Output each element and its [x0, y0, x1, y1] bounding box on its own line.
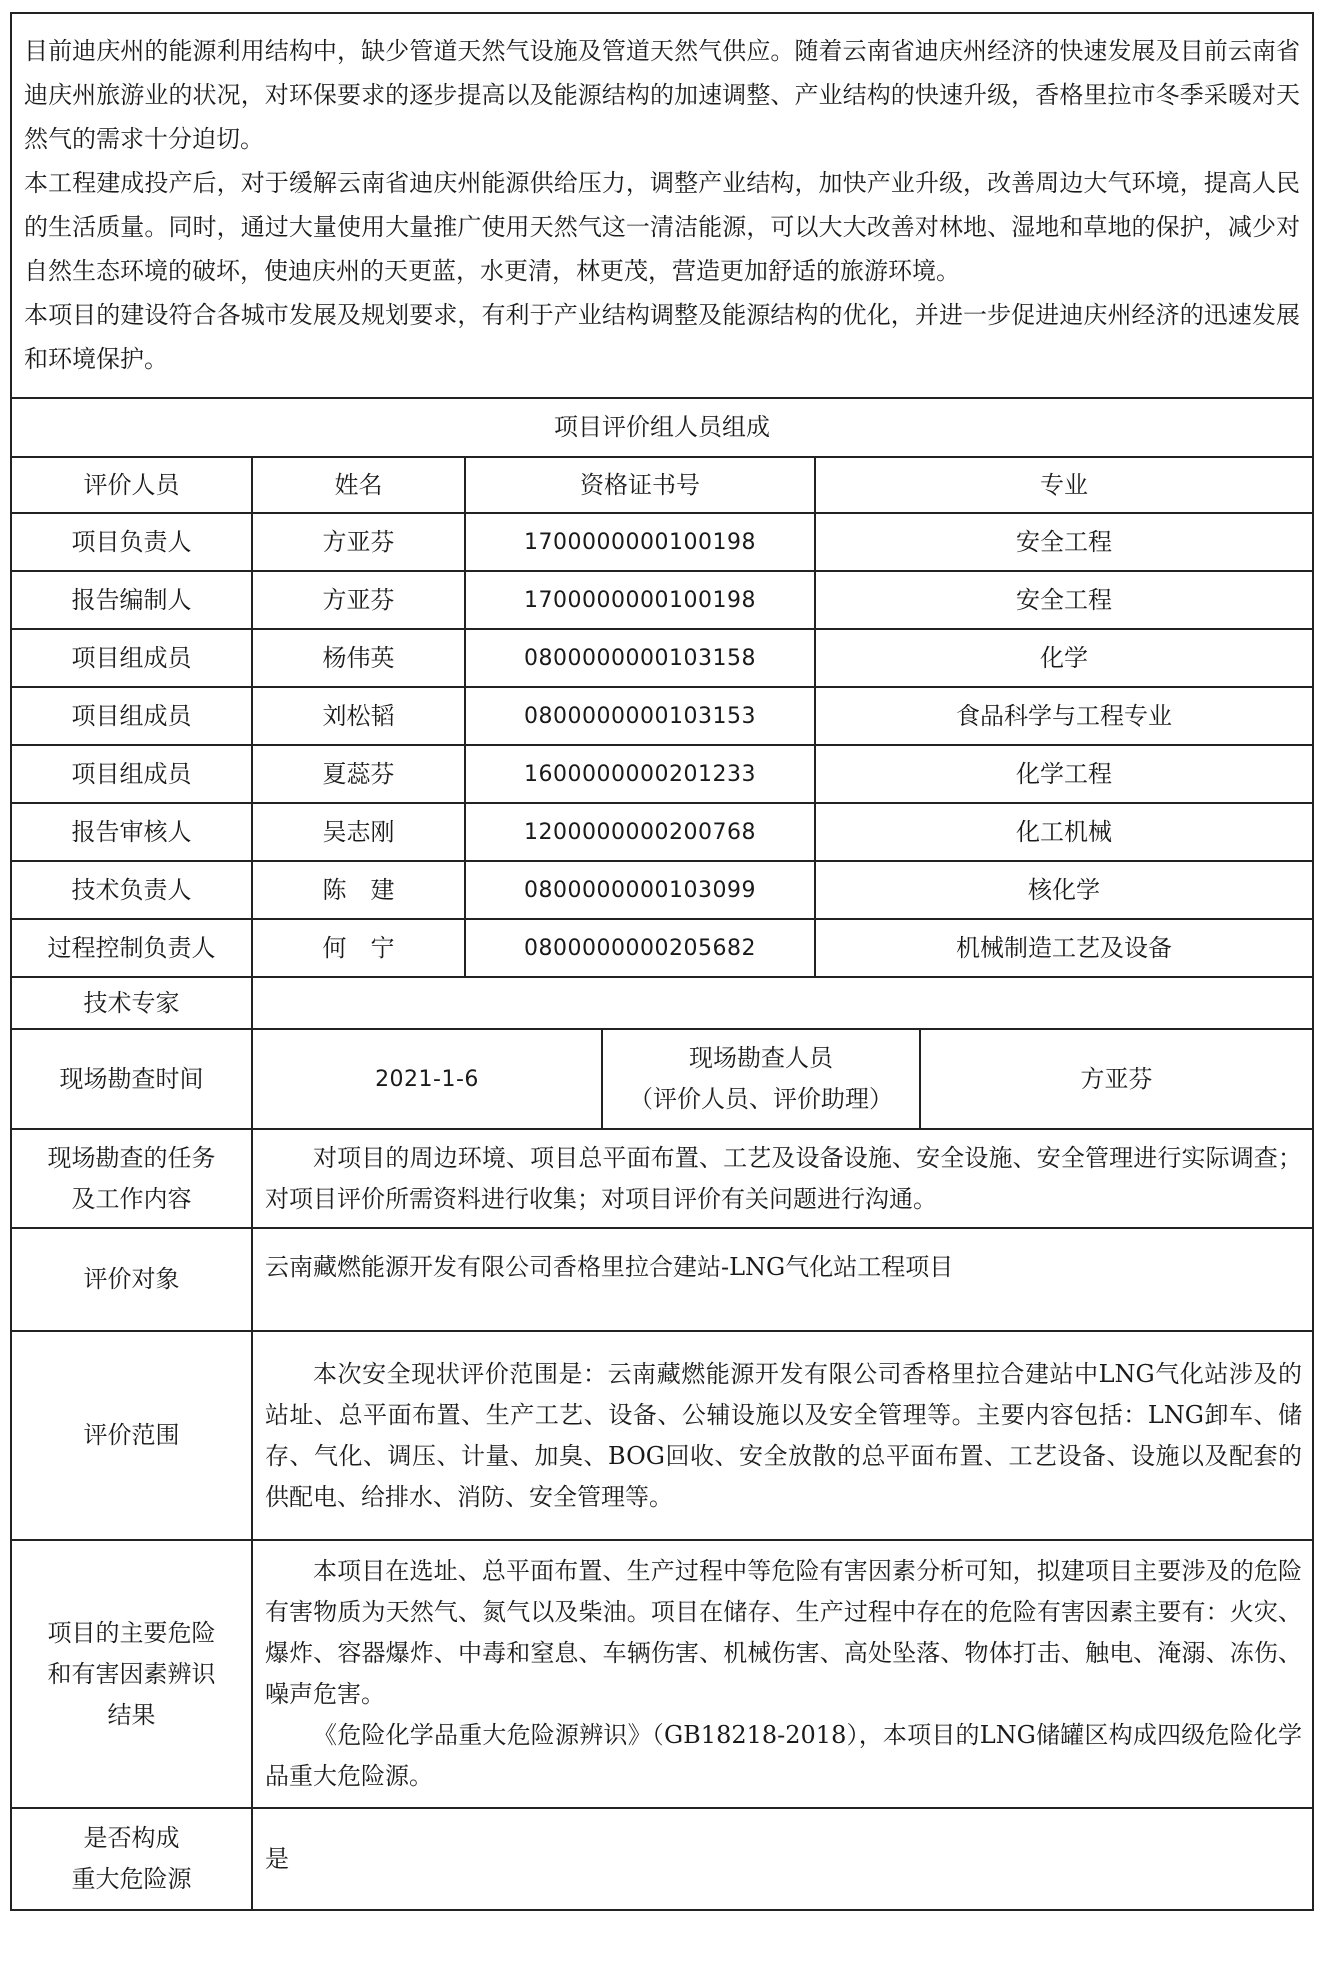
hazard-row — [11, 1540, 1313, 1808]
role-cell: 项目组成员 — [11, 745, 252, 803]
name-cell: 方亚芬 — [252, 571, 465, 629]
major-hazard-row — [11, 1808, 1313, 1910]
survey-staff-label — [602, 1029, 920, 1129]
object-label: 评价对象 — [11, 1228, 252, 1331]
certificate-cell: 1200000000200768 — [465, 803, 815, 861]
survey-staff-value: 方亚芬 — [920, 1029, 1313, 1129]
major-hazard-value: 是 — [252, 1808, 1313, 1910]
survey-row — [11, 1029, 1313, 1129]
name-cell: 杨伟英 — [252, 629, 465, 687]
name-cell: 方亚芬 — [252, 513, 465, 571]
major-cell: 核化学 — [815, 861, 1313, 919]
table-row — [11, 745, 1313, 803]
team-title: 项目评价组人员组成 — [11, 398, 1313, 457]
name-cell: 何 宁 — [252, 919, 465, 977]
header-certificate: 资格证书号 — [465, 457, 815, 513]
table-row — [11, 803, 1313, 861]
task-label — [11, 1129, 252, 1228]
major-hazard-label-line: 重大危险源 — [71, 1865, 192, 1893]
intro-paragraph: 目前迪庆州的能源利用结构中，缺少管道天然气设施及管道天然气供应。随着云南省迪庆州经济的快速发展及目前云南省迪庆州旅游业的状况，对环保要求的逐步提高以及能源结构的加速调整、产业结构的快速升级，香格里拉市冬季采暖对天然气的需求十分迫切。 — [24, 36, 1301, 153]
expert-row — [11, 977, 1313, 1029]
evaluation-table — [10, 12, 1314, 1911]
table-row — [11, 629, 1313, 687]
hazard-label-line: 结果 — [107, 1700, 156, 1729]
project-background — [11, 13, 1313, 398]
role-cell: 项目负责人 — [11, 513, 252, 571]
task-label-line: 及工作内容 — [71, 1184, 192, 1213]
major-hazard-label — [11, 1808, 252, 1910]
table-row — [11, 513, 1313, 571]
certificate-cell: 0800000000103158 — [465, 629, 815, 687]
header-major: 专业 — [815, 457, 1313, 513]
role-cell: 技术负责人 — [11, 861, 252, 919]
header-name: 姓名 — [252, 457, 465, 513]
expert-label: 技术专家 — [11, 977, 252, 1029]
certificate-cell: 0800000000103099 — [465, 861, 815, 919]
name-cell: 吴志刚 — [252, 803, 465, 861]
hazard-label-line: 和有害因素辨识 — [47, 1659, 216, 1688]
intro-row — [11, 13, 1313, 398]
intro-paragraph: 本项目的建设符合各城市发展及规划要求，有利于产业结构调整及能源结构的优化，并进一步促进迪庆州经济的迅速发展和环境保护。 — [24, 300, 1301, 373]
scope-label: 评价范围 — [11, 1331, 252, 1540]
certificate-cell: 1700000000100198 — [465, 513, 815, 571]
intro-paragraph: 本工程建成投产后，对于缓解云南省迪庆州能源供给压力，调整产业结构，加快产业升级，改善周边大气环境，提高人民的生活质量。同时，通过大量使用大量推广使用天然气这一清洁能源，可以大大改善对林地、湿地和草地的保护，减少对自然生态环境的破坏，使迪庆州的天更蓝，水更清，林更茂，营造更加舒适的旅游环境。 — [24, 168, 1301, 285]
report-page — [10, 12, 1312, 1911]
task-row — [11, 1129, 1313, 1228]
table-row — [11, 919, 1313, 977]
major-cell: 化学 — [815, 629, 1313, 687]
hazard-content — [252, 1540, 1313, 1808]
task-text: 对项目的周边环境、项目总平面布置、工艺及设备设施、安全设施、安全管理进行实际调查；对项目评价所需资料进行收集；对项目评价有关问题进行沟通。 — [265, 1143, 1303, 1213]
expert-value — [252, 977, 1313, 1029]
major-cell: 安全工程 — [815, 513, 1313, 571]
role-cell: 项目组成员 — [11, 687, 252, 745]
hazard-text: 《危险化学品重大危险源辨识》（GB18218-2018），本项目的LNG储罐区构成四级危险化学品重大危险源。 — [265, 1721, 1303, 1790]
team-header-row — [11, 457, 1313, 513]
hazard-text: 本项目在选址、总平面布置、生产过程中等危险有害因素分析可知，拟建项目主要涉及的危险有害物质为天然气、氮气以及柴油。项目在储存、生产过程中存在的危险有害因素主要有：火灾、爆炸、容器爆炸、中毒和窒息、车辆伤害、机械伤害、高处坠落、物体打击、触电、淹溺、冻伤、噪声危害。 — [265, 1557, 1303, 1708]
name-cell: 陈 建 — [252, 861, 465, 919]
role-cell: 报告审核人 — [11, 803, 252, 861]
hazard-label — [11, 1540, 252, 1808]
survey-time-label: 现场勘查时间 — [11, 1029, 252, 1129]
name-cell: 刘松韬 — [252, 687, 465, 745]
task-label-line: 现场勘查的任务 — [47, 1143, 216, 1172]
survey-staff-label-line: （评价人员、评价助理） — [629, 1085, 893, 1113]
major-cell: 机械制造工艺及设备 — [815, 919, 1313, 977]
scope-content — [252, 1331, 1313, 1540]
table-row — [11, 571, 1313, 629]
hazard-label-line: 项目的主要危险 — [47, 1618, 216, 1647]
role-cell: 项目组成员 — [11, 629, 252, 687]
table-row — [11, 687, 1313, 745]
role-cell: 报告编制人 — [11, 571, 252, 629]
object-row — [11, 1228, 1313, 1331]
certificate-cell: 1700000000100198 — [465, 571, 815, 629]
certificate-cell: 0800000000205682 — [465, 919, 815, 977]
major-cell: 食品科学与工程专业 — [815, 687, 1313, 745]
major-cell: 安全工程 — [815, 571, 1313, 629]
name-cell: 夏蕊芬 — [252, 745, 465, 803]
certificate-cell: 0800000000103153 — [465, 687, 815, 745]
scope-row — [11, 1331, 1313, 1540]
survey-time-value: 2021-1-6 — [252, 1029, 602, 1129]
header-role: 评价人员 — [11, 457, 252, 513]
task-content — [252, 1129, 1313, 1228]
role-cell: 过程控制负责人 — [11, 919, 252, 977]
certificate-cell: 1600000000201233 — [465, 745, 815, 803]
survey-staff-label-line: 现场勘查人员 — [689, 1044, 833, 1072]
major-hazard-label-line: 是否构成 — [83, 1824, 180, 1852]
object-value: 云南藏燃能源开发有限公司香格里拉合建站-LNG气化站工程项目 — [252, 1228, 1313, 1331]
scope-text: 本次安全现状评价范围是：云南藏燃能源开发有限公司香格里拉合建站中LNG气化站涉及的站址、总平面布置、生产工艺、设备、公辅设施以及安全管理等。主要内容包括：LNG卸车、储存、气化、调压、计量、加臭、BOG回收、安全放散的总平面布置、工艺设备、设施以及配套的供配电、给排水、消防、安全管理等。 — [265, 1359, 1303, 1511]
major-cell: 化工机械 — [815, 803, 1313, 861]
major-cell: 化学工程 — [815, 745, 1313, 803]
table-row — [11, 861, 1313, 919]
